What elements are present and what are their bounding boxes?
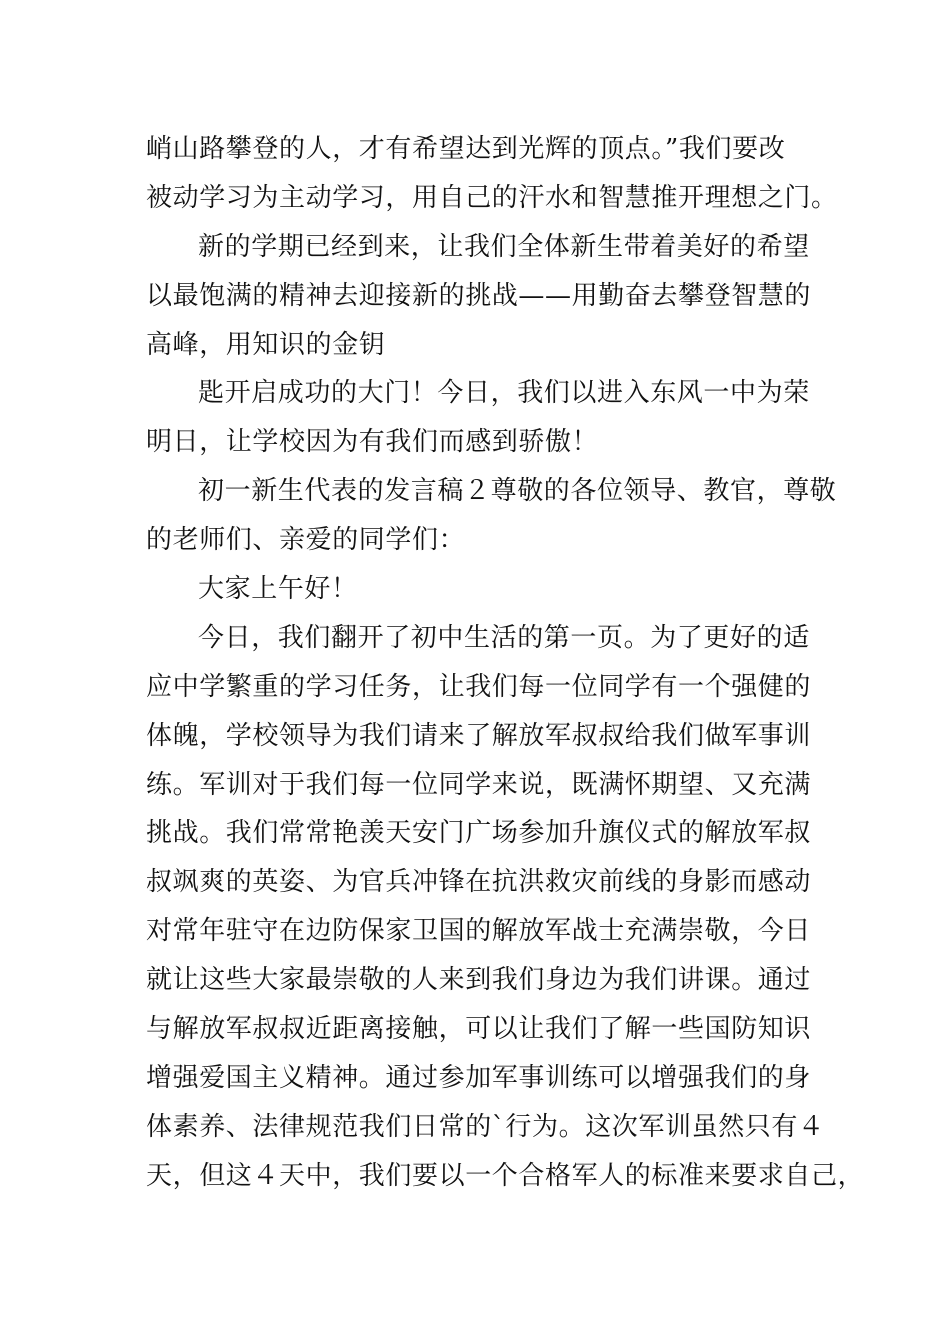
text-line: 挑战。我们常常艳羡天安门广场参加升旗仪式的解放军叔 bbox=[146, 818, 812, 849]
text-line: 与解放军叔叔近距离接触，可以让我们了解一些国防知识 bbox=[146, 1014, 812, 1045]
text-line: 体魄，学校领导为我们请来了解放军叔叔给我们做军事训 bbox=[146, 720, 812, 751]
text-line: 体素养、法律规范我们日常的`行为。这次军训虽然只有４ bbox=[146, 1111, 825, 1142]
greeting-line: 大家上午好！ bbox=[198, 574, 358, 605]
text-line: 增强爱国主义精神。通过参加军事训练可以增强我们的身 bbox=[146, 1062, 812, 1093]
text-line: 天，但这４天中，我们要以一个合格军人的标准来要求自己， bbox=[146, 1160, 865, 1191]
text-line: 被动学习为主动学习，用自己的汗水和智慧推开理想之门。 bbox=[146, 182, 838, 213]
text-line: 明日，让学校因为有我们而感到骄傲！ bbox=[146, 427, 599, 458]
text-line: 练。军训对于我们每一位同学来说，既满怀期望、又充满 bbox=[146, 769, 812, 800]
text-line: 峭山路攀登的人，才有希望达到光辉的顶点。”我们要改 bbox=[146, 134, 786, 164]
paragraph-start-line: 初一新生代表的发言稿２尊敬的各位领导、教官，尊敬 bbox=[198, 476, 837, 507]
body-text bbox=[146, 125, 865, 1201]
text-line: 的老师们、亲爱的同学们： bbox=[146, 525, 466, 556]
text-line: 叔飒爽的英姿、为官兵冲锋在抗洪救灾前线的身影而感动 bbox=[146, 867, 812, 898]
paragraph-start-line: 匙开启成功的大门！今日，我们以进入东风一中为荣 bbox=[198, 378, 810, 409]
paragraph-start-line: 今日，我们翻开了初中生活的第一页。为了更好的适 bbox=[198, 622, 810, 653]
text-line: 应中学繁重的学习任务，让我们每一位同学有一个强健的 bbox=[146, 671, 812, 702]
text-line: 高峰，用知识的金钥 bbox=[146, 329, 386, 360]
paragraph-start-line: 新的学期已经到来，让我们全体新生带着美好的希望 bbox=[198, 231, 810, 262]
text-line: 以最饱满的精神去迎接新的挑战——用勤奋去攀登智慧的 bbox=[146, 280, 812, 311]
text-line: 对常年驻守在边防保家卫国的解放军战士充满崇敬，今日 bbox=[146, 916, 812, 947]
text-line: 就让这些大家最崇敬的人来到我们身边为我们讲课。通过 bbox=[146, 965, 812, 996]
